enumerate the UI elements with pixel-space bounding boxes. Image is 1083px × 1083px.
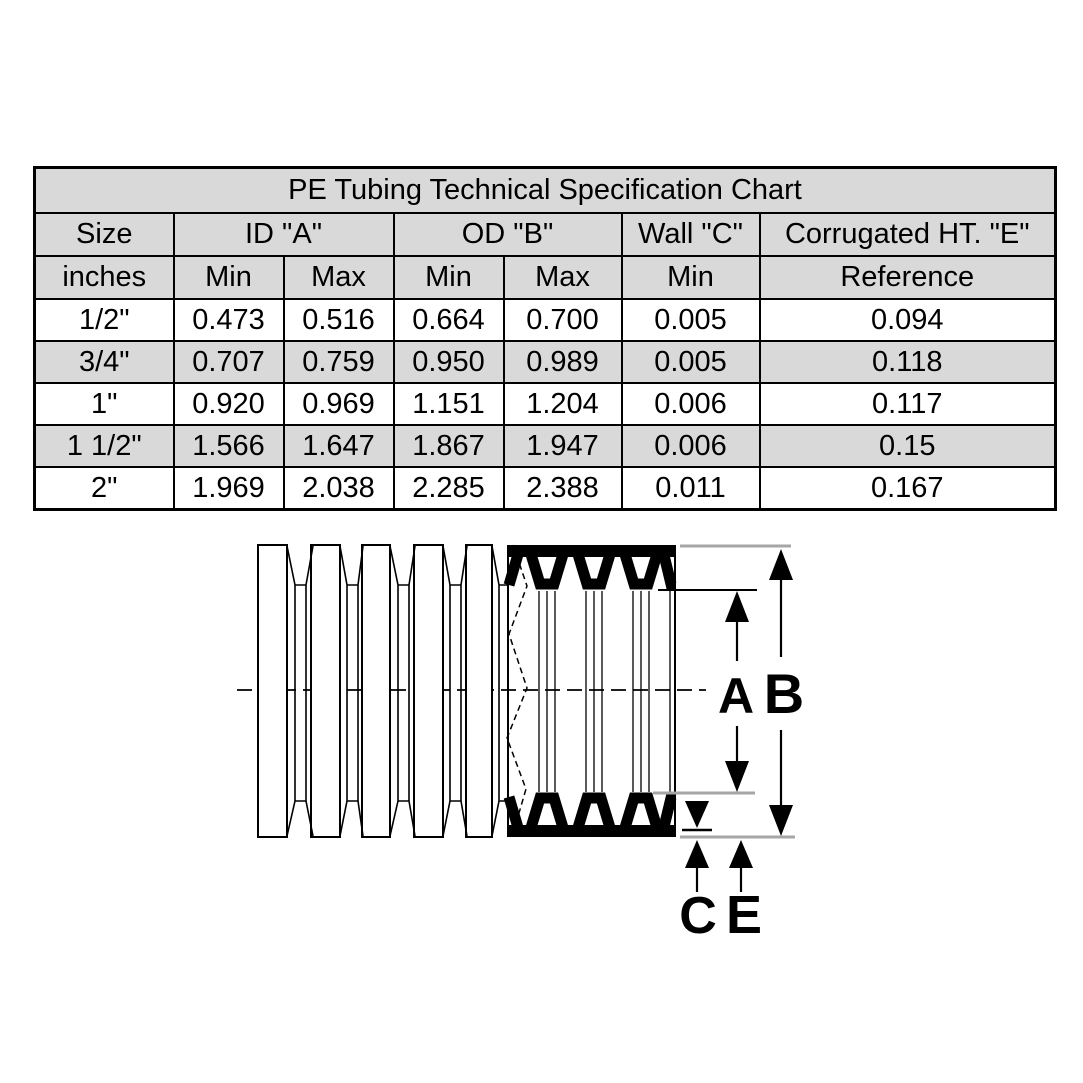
dim-A-up-arrowhead bbox=[725, 591, 749, 622]
table-cell: 0.989 bbox=[504, 341, 622, 383]
dim-B-up-arrowhead bbox=[769, 549, 793, 580]
table-cell: 1.969 bbox=[174, 467, 284, 510]
column-subheader: Max bbox=[504, 256, 622, 299]
corrugation-ridge bbox=[466, 545, 492, 837]
column-subheader: Max bbox=[284, 256, 394, 299]
table-cell: 2" bbox=[35, 467, 174, 510]
table-cell: 1.867 bbox=[394, 425, 504, 467]
table-cell: 0.920 bbox=[174, 383, 284, 425]
table-cell: 0.950 bbox=[394, 341, 504, 383]
corrugation-valley bbox=[340, 546, 363, 836]
dim-label-E: E bbox=[725, 885, 763, 945]
column-subheader: Min bbox=[174, 256, 284, 299]
table-cell: 1.151 bbox=[394, 383, 504, 425]
table-cell: 0.15 bbox=[760, 425, 1056, 467]
tube-exterior-view bbox=[258, 545, 508, 837]
table-cell: 0.664 bbox=[394, 299, 504, 341]
corrugation-ridge bbox=[362, 545, 390, 837]
table-cell: 3/4" bbox=[35, 341, 174, 383]
section-inner-wall-lines bbox=[539, 591, 670, 792]
column-group-header: ID "A" bbox=[174, 213, 394, 256]
table-cell: 2.038 bbox=[284, 467, 394, 510]
corrugation-valley bbox=[287, 546, 313, 836]
table-cell: 0.006 bbox=[622, 383, 760, 425]
column-subheader: Min bbox=[394, 256, 504, 299]
column-group-header: Corrugated HT. "E" bbox=[760, 213, 1056, 256]
corrugation-ridge bbox=[414, 545, 443, 837]
table-cell: 0.094 bbox=[760, 299, 1056, 341]
table-cell: 1.947 bbox=[504, 425, 622, 467]
table-cell: 0.011 bbox=[622, 467, 760, 510]
column-group-header: Size bbox=[35, 213, 174, 256]
section-break-line bbox=[507, 545, 527, 837]
table-cell: 1 1/2" bbox=[35, 425, 174, 467]
table-cell: 0.167 bbox=[760, 467, 1056, 510]
table-cell: 0.005 bbox=[622, 299, 760, 341]
table-cell: 0.759 bbox=[284, 341, 394, 383]
table-cell: 0.117 bbox=[760, 383, 1056, 425]
column-subheader: inches bbox=[35, 256, 174, 299]
corrugation-ridge bbox=[258, 545, 287, 837]
table-cell: 0.006 bbox=[622, 425, 760, 467]
dim-A-down-arrowhead bbox=[725, 761, 749, 792]
section-corrugation-teeth bbox=[509, 551, 676, 831]
table-cell: 2.285 bbox=[394, 467, 504, 510]
table-cell: 0.707 bbox=[174, 341, 284, 383]
table-cell: 0.005 bbox=[622, 341, 760, 383]
dim-label-C: C bbox=[679, 887, 717, 945]
table-cell: 0.969 bbox=[284, 383, 394, 425]
dim-E-up-arrowhead bbox=[729, 840, 753, 868]
corrugation-valley bbox=[390, 546, 415, 836]
table-cell: 1.204 bbox=[504, 383, 622, 425]
column-group-header: OD "B" bbox=[394, 213, 622, 256]
tube-cross-section bbox=[508, 545, 676, 837]
table-cell: 1.566 bbox=[174, 425, 284, 467]
table-title: PE Tubing Technical Specification Chart bbox=[35, 168, 1056, 214]
dim-B-down-arrowhead bbox=[769, 805, 793, 836]
corrugation-ridge bbox=[311, 545, 340, 837]
corrugation-valley bbox=[492, 546, 508, 836]
column-subheader: Reference bbox=[760, 256, 1056, 299]
dim-label-B: B bbox=[763, 662, 805, 725]
table-cell: 0.700 bbox=[504, 299, 622, 341]
table-cell: 2.388 bbox=[504, 467, 622, 510]
dim-label-A: A bbox=[717, 668, 755, 724]
dim-C-down-arrowhead bbox=[685, 801, 709, 828]
table-cell: 1/2" bbox=[35, 299, 174, 341]
table-cell: 0.118 bbox=[760, 341, 1056, 383]
table-cell: 1.647 bbox=[284, 425, 394, 467]
corrugation-valley bbox=[443, 546, 467, 836]
dim-C-up-arrowhead bbox=[685, 840, 709, 868]
table-cell: 0.473 bbox=[174, 299, 284, 341]
column-group-header: Wall "C" bbox=[622, 213, 760, 256]
column-subheader: Min bbox=[622, 256, 760, 299]
table-cell: 1" bbox=[35, 383, 174, 425]
table-cell: 0.516 bbox=[284, 299, 394, 341]
